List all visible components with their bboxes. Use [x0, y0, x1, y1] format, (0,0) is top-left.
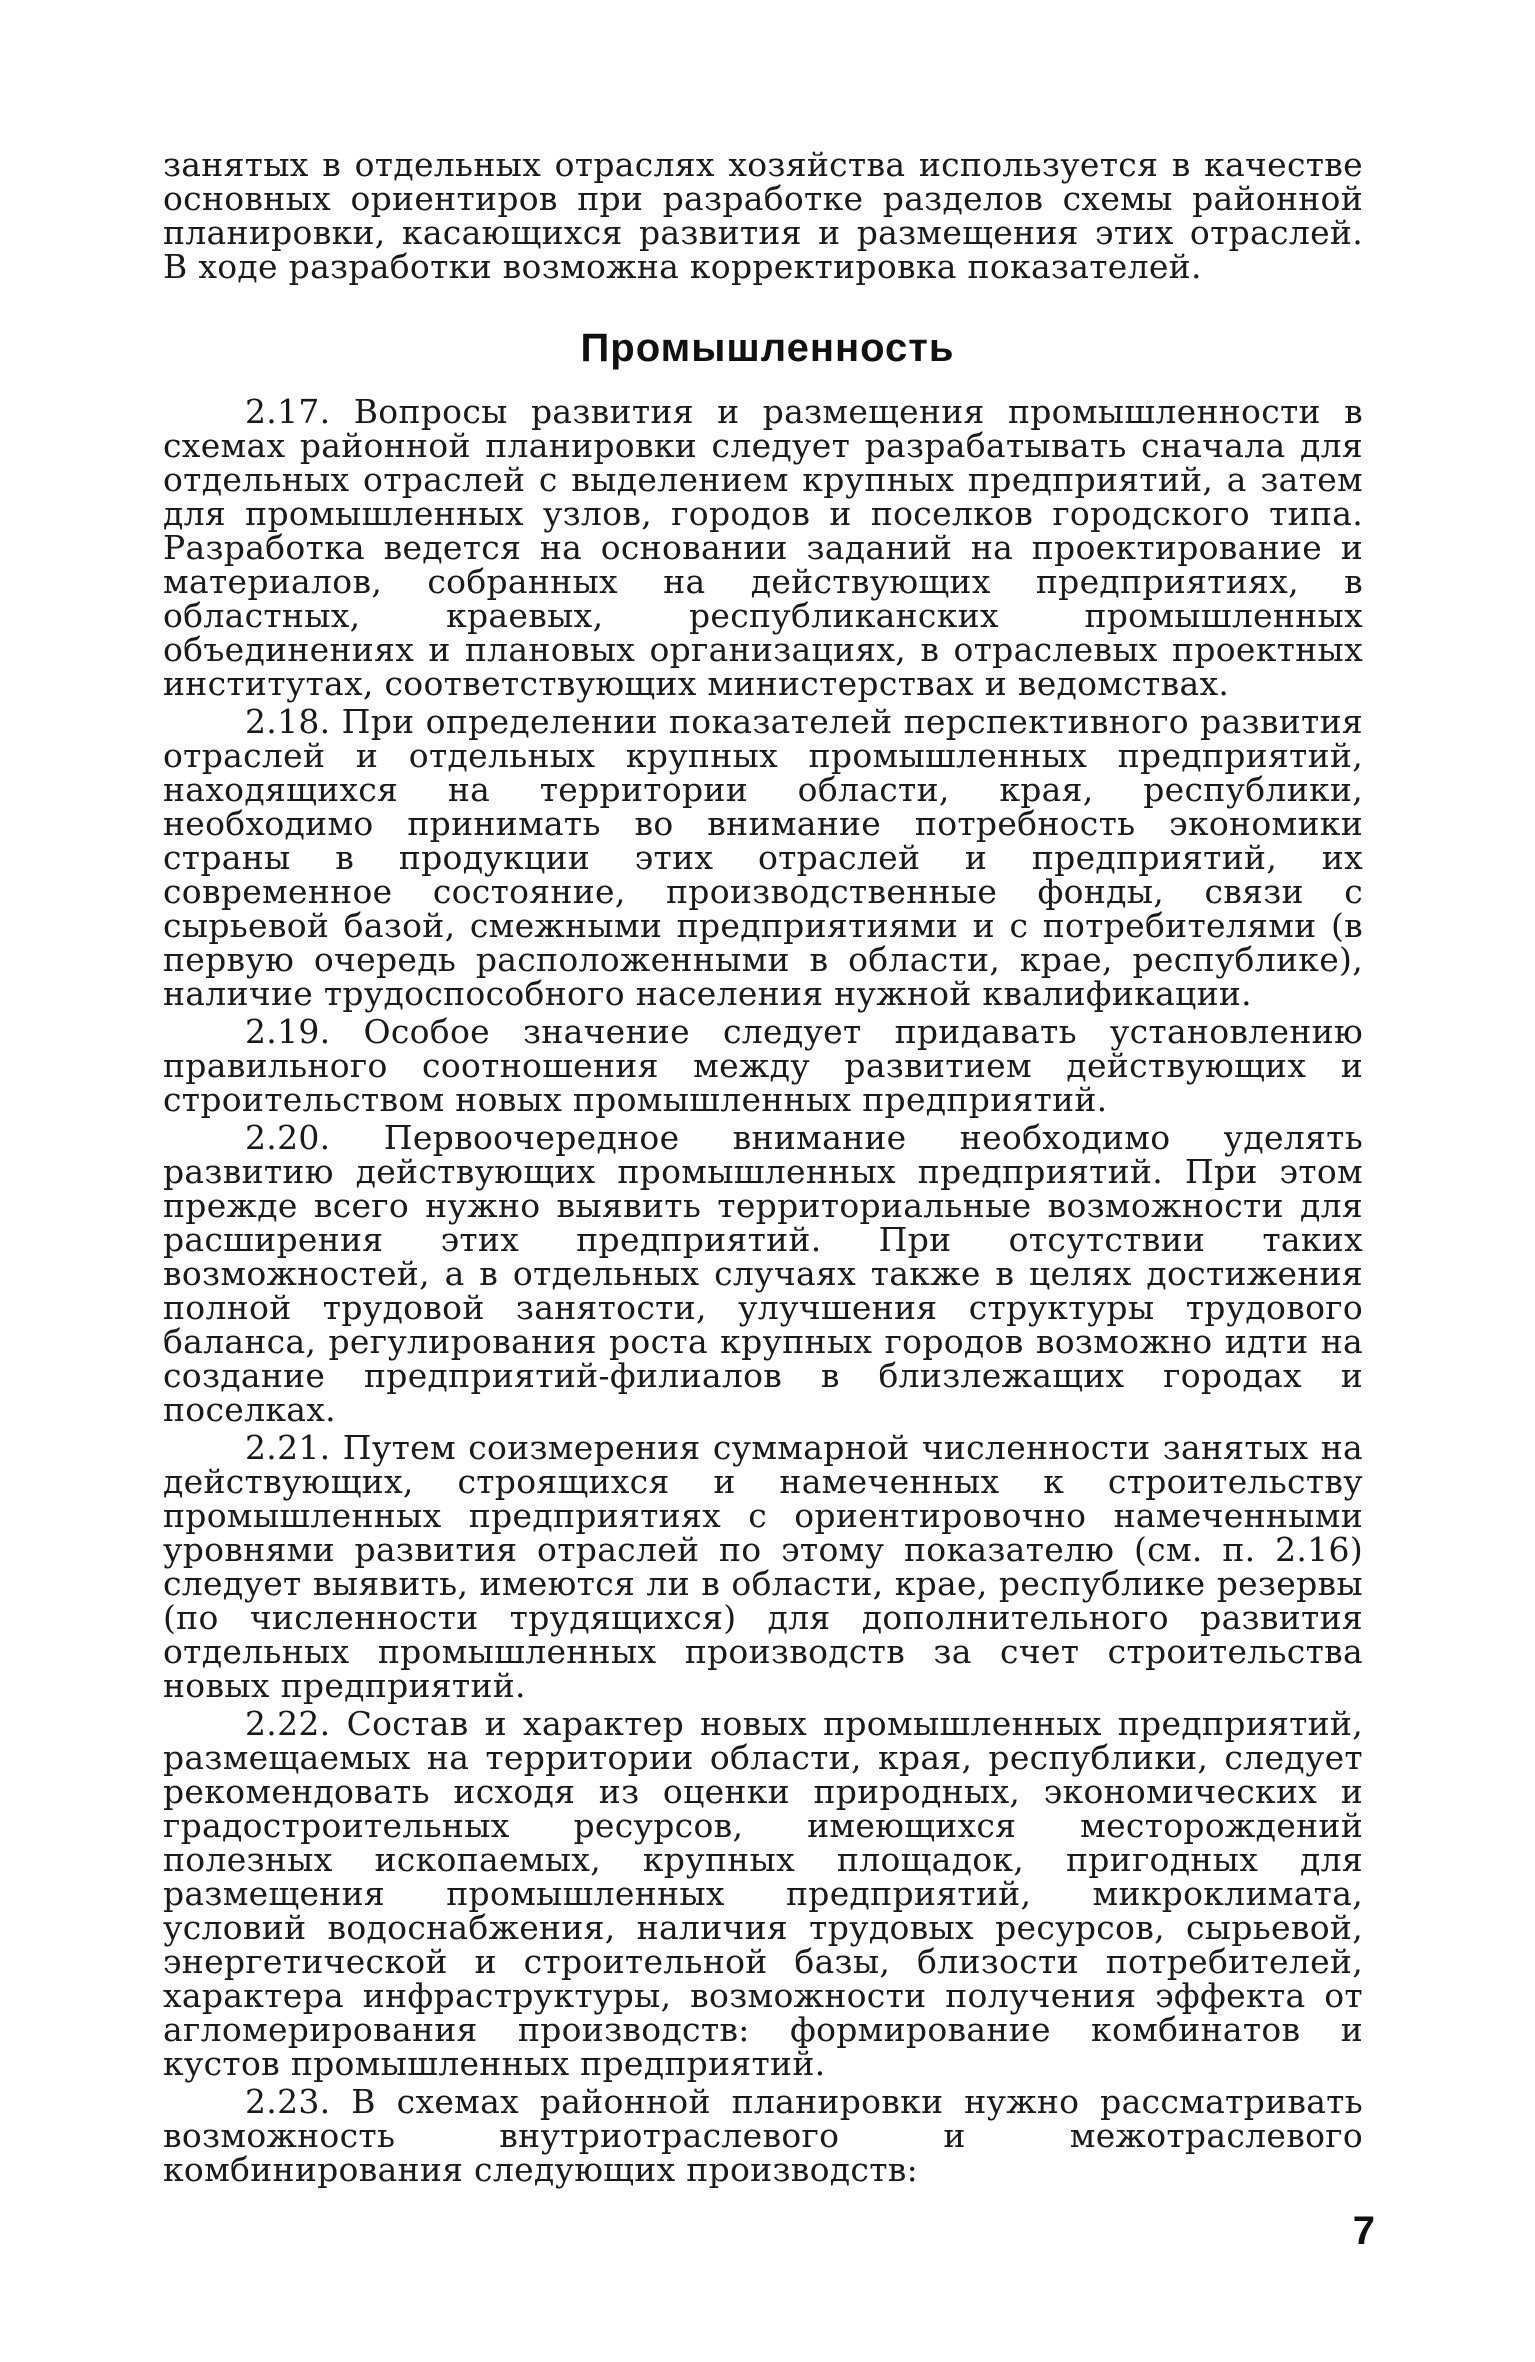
paragraph-text: Состав и характер новых промышленных предприятий, размещаемых на территории области, края, республики, следует рекомендовать исходя из оценки природных, экономических и градостроительных ресурсов, имеющихся месторождений полезных ископаемых, крупных площадок, пригодных для размещения промышленных предприятий, микроклимата, условий водоснабжения, наличия трудовых ресурсов, сырьевой, энергетической и строительной базы, близости потребителей, характера инфраструктуры, возможности получения эффекта от агломерирования производств: формирование комбинатов и кустов промышленных предприятий. [163, 1704, 1363, 2083]
paragraph-2-23 [163, 2082, 1364, 2189]
paragraph-text: Путем соизмерения суммарной численности занятых на действующих, строящихся и намеченных к строительству промышленных предприятиях с ориентировочно намеченными уровнями развития отраслей по этому показателю (см. п. 2.16) следует выявить, имеются ли в области, крае, республике резервы (по численности трудящихся) для дополнительного развития отдельных промышленных производств за счет строительства новых предприятий. [163, 1428, 1363, 1705]
paragraph-number: 2.19. [245, 1012, 331, 1051]
intro-paragraph: занятых в отдельных отраслях хозяйства используется в качестве основных ориентиров при разработке разделов схемы районной планировки, касающихся развития и размещения этих отраслей. В ходе разработки возможна корректировка показателей. [163, 145, 1363, 286]
paragraph-number: 2.22. [245, 1704, 331, 1743]
paragraph-number: 2.20. [245, 1118, 331, 1157]
paragraph-2-21 [163, 1428, 1363, 1705]
paragraph-text: При определении показателей перспективного развития отраслей и отдельных крупных промышленных предприятий, находящихся на территории области, края, республики, необходимо принимать во внимание потребность экономики страны в продукции этих отраслей и предприятий, их современное состояние, производственные фонды, связи с сырьевой базой, смежными предприятиями и с потребителями (в первую очередь расположенными в области, крае, республике), наличие трудоспособного населения нужной квалификации. [163, 702, 1363, 1013]
paragraph-number: 2.21. [245, 1428, 331, 1467]
paragraph-2-17 [163, 392, 1363, 703]
paragraph-2-20 [163, 1118, 1364, 1429]
section-heading: Промышленность [580, 326, 955, 370]
paragraph-number: 2.17. [245, 392, 331, 431]
paragraph-2-22 [163, 1704, 1363, 2083]
page-number: 7 [1352, 2209, 1375, 2253]
paragraph-2-18 [163, 702, 1363, 1013]
paragraph-list [163, 392, 1364, 2189]
paragraph-2-19 [163, 1012, 1363, 1119]
paragraph-text: Особое значение следует придавать установлению правильного соотношения между развитием действующих и строительством новых промышленных предприятий. [163, 1012, 1363, 1119]
paragraph-number: 2.18. [245, 702, 331, 741]
paragraph-text: В схемах районной планировки нужно рассматривать возможность внутриотраслевого и межотраслевого комбинирования следующих производств: [163, 2082, 1364, 2189]
paragraph-number: 2.23. [245, 2082, 331, 2121]
paragraph-text: Первоочередное внимание необходимо уделять развитию действующих промышленных предприятий. При этом прежде всего нужно выявить территориальные возможности для расширения этих предприятий. При отсутствии таких возможностей, а в отдельных случаях также в целях достижения полной трудовой занятости, улучшения структуры трудового баланса, регулирования роста крупных городов возможно идти на создание предприятий-филиалов в близлежащих городах и поселках. [163, 1118, 1364, 1429]
paragraph-text: Вопросы развития и размещения промышленности в схемах районной планировки следует разрабатывать сначала для отдельных отраслей с выделением крупных предприятий, а затем для промышленных узлов, городов и поселков городского типа. Разработка ведется на основании заданий на проектирование и материалов, собранных на действующих предприятиях, в областных, краевых, республиканских промышленных объединениях и плановых организациях, в отраслевых проектных институтах, соответствующих министерствах и ведомствах. [163, 392, 1363, 703]
